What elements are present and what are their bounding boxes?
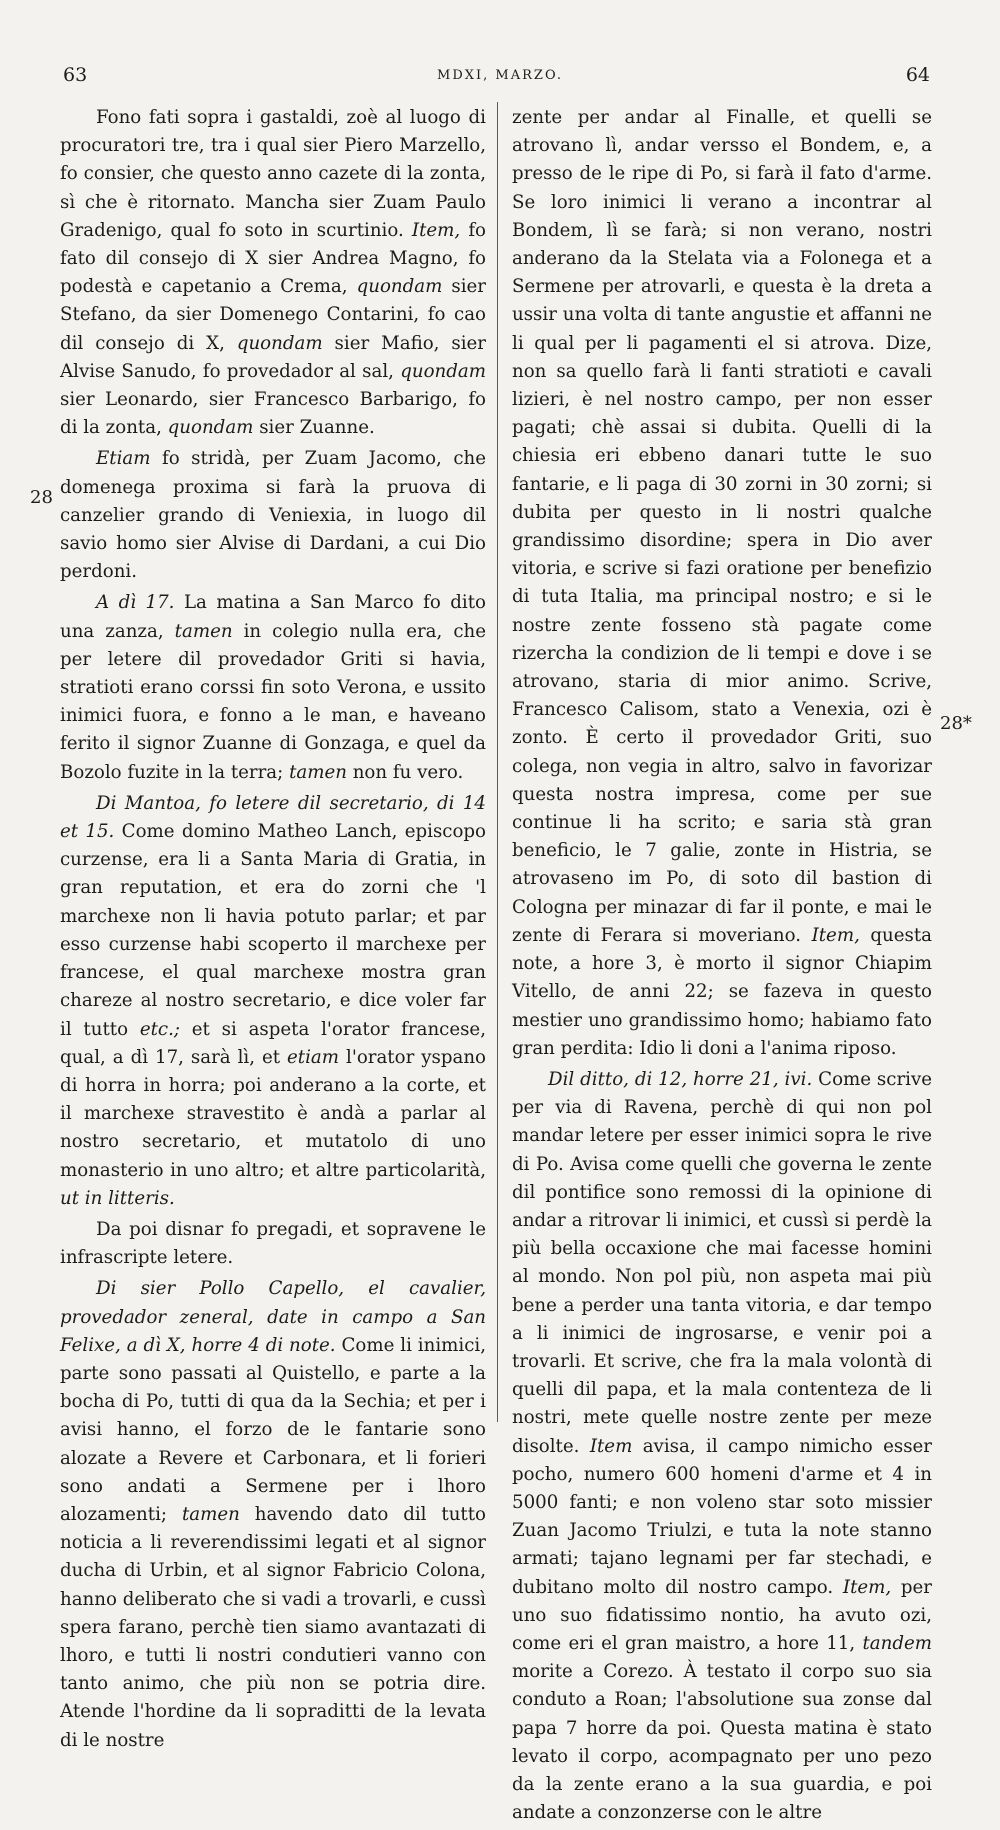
- text-run: Da poi disnar fo pregadi, et sopravene le infrascripte letere.: [60, 1218, 486, 1269]
- text-run: fo fato dil consejo di X sier Andrea Magno, fo podestà e capetanio a Crema,: [60, 219, 486, 298]
- text-run: et si aspeta l'orator francese, qual, a dì 17, sarà lì, et: [60, 1018, 486, 1068]
- italic-text: Etiam: [96, 448, 151, 470]
- italic-text: quondam: [400, 360, 486, 382]
- paragraph: [60, 589, 486, 786]
- italic-text: Item: [589, 1435, 633, 1457]
- italic-text: A dì 17.: [96, 592, 175, 614]
- paragraph: [512, 104, 932, 1063]
- italic-text: tamen: [181, 1503, 240, 1525]
- paragraph: [60, 104, 486, 442]
- paragraph: [60, 790, 486, 1213]
- text-run: zente per andar al Finalle, et quelli se atrovano lì, andar versso el Bondem, e, a presso de le ripe di Po, si farà il fato d'arme. Se loro inimici li verano a incontrar al Bondem, lì se farà; si non verano, nostri anderano da la Stelata via a Folonega et a Sermene per atrovarli, e questa è la dreta a ussir una volta di tante angustie et affanni ne li qual per li pagamenti el si atrova. Dize, non sa quello farà li fanti stratioti e cavali lizieri, è nel nostro campo, per non esser pagati; chè assai si dubita. Quelli di la chiesia eri ebbeno danari tutte le suo fantarie, e li paga di 30 zorni in 30 zorni; si dubita per questo in li nostri qualche grandissimo disordine; spera in Dio aver vitoria, e scrive si fazi oratione per benefizio di tuta Italia, ma principal nostro; e si le nostre zente fosseno stà pagate come rizercha la condizion de li tempi e dove i se atrovano, staria di mior animo. Scrive, Francesco Calisom, stato a Venexia, ozi è zonto. È certo il provedador Griti, suo colega, non vegia in altro, salvo in favorizar questa nostra impresa, come per sue continue li ha scrito; e saria stà gran beneficio, le 7 galie, zonte in Histria, se atrovaseno im Po, di soto dil bastion di Cologna per minazar di far il ponte, e mai le zente di Ferara si moveriano.: [512, 107, 932, 946]
- text-run: l'orator yspano di horra in horra; poi anderano a la corte, et il marchexe stravestito è andà a parlar al nostro secretario, et mutatolo di uno monasterio in uno altro; et altre particolarità,: [60, 1046, 486, 1181]
- text-run: per uno suo fidatissimo nontio, ha avuto ozi, come eri el gran maistro, a hore 11,: [512, 1576, 932, 1654]
- margin-note-right: 28*: [940, 713, 972, 734]
- text-run: Fono fati sopra i gastaldi, zoè al luogo di procuratori tre, tra i qual sier Piero Marzello, fo consier, che questo anno cazete di la zonta, sì che è ritornato. Mancha sier Zuam Paulo Gradenigo, qual fo soto in scurtinio.: [60, 107, 486, 241]
- text-run: sier Leonardo, sier Francesco Barbarigo, fo di la zonta,: [60, 389, 486, 439]
- italic-text: quondam: [236, 332, 323, 354]
- page-number-right: 64: [905, 64, 930, 86]
- italic-text: Item,: [411, 219, 461, 241]
- italic-text: Di Mantoa, fo letere dil secretario, di 14 et 15.: [60, 792, 486, 843]
- running-title: MDXI, MARZO.: [437, 68, 563, 83]
- italic-text: quondam: [167, 417, 254, 439]
- column-divider: [497, 102, 498, 1422]
- paragraph: [60, 1275, 486, 1754]
- text-run: sier Stefano, da sier Domenego Contarini, fo cao dil consejo di X,: [60, 276, 487, 354]
- margin-note-left: 28: [30, 487, 53, 508]
- text-run: questa note, a hore 3, è morto il signor Chiapim Vitello, de anni 22; se fazeva in questo mestier uno grandissimo homo; habiamo fato gran perdita: Idio li doni a l'anima riposo.: [512, 924, 932, 1059]
- italic-text: quondam: [356, 276, 443, 298]
- italic-text: tandem: [862, 1632, 932, 1654]
- text-run: avisa, il campo nimicho esser pocho, numero 600 homeni d'arme et 4 in 5000 fanti; e non voleno star soto missier Zuan Jacomo Triulzi, e tuta la note stanno armati; tajano legnami per far stechadi, e dubitano molto dil nostro campo.: [512, 1435, 932, 1598]
- text-run: non fu vero.: [346, 761, 464, 783]
- italic-text: ut in litteris.: [60, 1187, 175, 1209]
- text-run: sier Mafio, sier Alvise Sanudo, fo provedador al sal,: [60, 332, 487, 382]
- italic-text: Item,: [811, 924, 860, 946]
- italic-text: tamen: [174, 620, 233, 642]
- italic-text: tamen: [289, 761, 347, 783]
- italic-text: Item,: [842, 1576, 892, 1598]
- paragraph: [60, 445, 486, 586]
- text-run: in colegio nulla era, che per letere dil provedador Griti si havia, stratioti erano corssi fin soto Verona, e ussito inimici fuora, e fonno a le man, e haveano ferito il signor Zuanne di Gonzaga, e quel da Bozolo fuzite in la terra;: [60, 620, 486, 783]
- text-run: Come domino Matheo Lanch, episcopo curzense, era li a Santa Maria di Gratia, in gran reputation, et era do zorni che 'l marchexe non li havia potuto parlar; et par esso curzense habi scoperto il marchexe per francese, el qual marchexe mostra gran chareze al nostro secretario, e dice voler far il tutto: [60, 821, 487, 1040]
- text-run: La matina a San Marco fo dito una zanza,: [60, 592, 486, 642]
- paragraph: [60, 1216, 486, 1272]
- paragraph: [512, 1066, 932, 1827]
- text-run: morite a Corezo. À testato il corpo suo sia conduto a Roan; l'absolutione sua zonse dal papa 7 horre da poi. Questa matina è stato levato il corpo, acompagnato per uno pezo da la zente erano a la sua guardia, e poi andate a conzonzerse con le altre: [512, 1661, 932, 1824]
- text-run: Come scrive per via di Ravena, perchè di qui non pol mandar letere per esser inimici sopra le rive di Po. Avisa come quelli che governa le zente dil pontifice sono remossi di la opinione di andar a ritrovar li inimici, et cussì si perdè la più bella occaxione che mai facesse homini al mondo. Non pol più, non aspeta mai più bene a perder una tanta vitoria, e dar tempo a li inimici de ingrosarse, e venir poi a trovarli. Et scrive, che fra la mala volontà di quelli dil papa, et la mala contenteza de li nostri, mete quelle nostre zente per meze disolte.: [512, 1068, 932, 1457]
- italic-text: etiam: [287, 1046, 340, 1068]
- text-run: sier Zuanne.: [253, 417, 375, 439]
- page-number-left: 63: [63, 64, 88, 86]
- italic-text: Di sier Pollo Capello, el cavalier, provedador zeneral, date in campo a San Felixe, a dì X, horre 4 di note.: [60, 1278, 486, 1356]
- italic-text: etc.;: [139, 1018, 180, 1040]
- right-column: [512, 104, 932, 1830]
- running-header: [0, 64, 1000, 94]
- italic-text: Dil ditto, di 12, horre 21, ivi.: [548, 1068, 813, 1090]
- text-run: Come li inimici, parte sono passati al Quistello, e parte a la bocha di Po, tutti di qua da la Sechia; et per i avisi hanno, el forzo de le fantarie sono alozate a Revere et Carbonara, et li forieri sono andati a Sermene per i lhoro alozamenti;: [60, 1334, 487, 1525]
- text-run: havendo dato dil tutto noticia a li reverendissimi legati et al signor ducha di Urbin, et al signor Fabricio Colona, hanno deliberato che si vadi a trovarli, e cussì spera farano, perchè tien siamo avantazati di lhoro, e tutti li nostri condutieri vanno con tanto animo, che più non se potria dire. Atende l'hordine da li sopraditti de la levata di le nostre: [60, 1503, 486, 1751]
- text-run: fo stridà, per Zuam Jacomo, che domenega proxima si farà la pruova di canzelier grando di Veniexia, in luogo dil savio homo sier Alvise di Dardani, a cui Dio perdoni.: [60, 448, 486, 583]
